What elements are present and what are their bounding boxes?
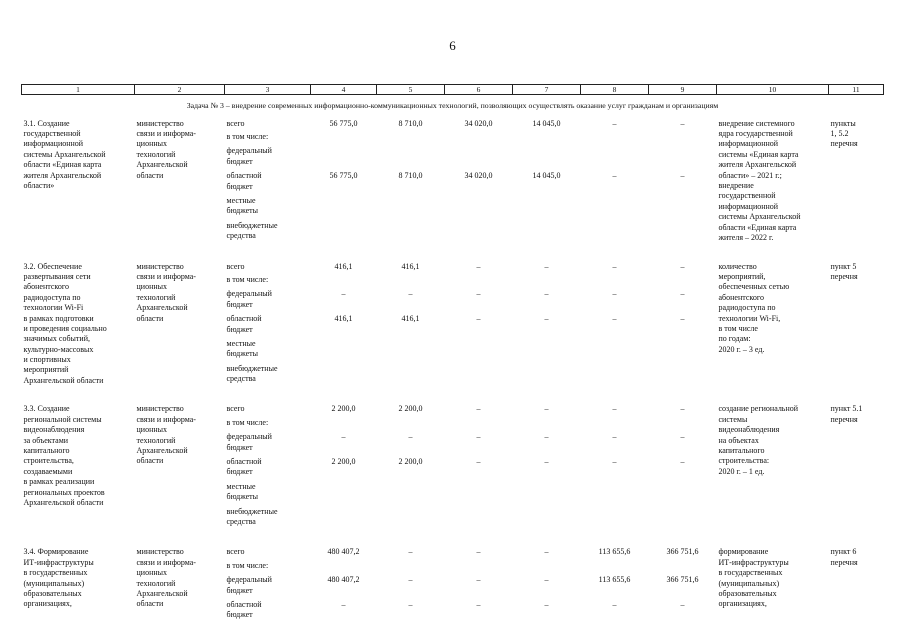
amount-federal — [583, 146, 647, 156]
source-total: всего — [226, 547, 245, 557]
source-federal: бюджет — [226, 156, 253, 166]
amount-regional: 2 200,0 — [331, 457, 356, 467]
list-reference-line: пункт 5.1 — [830, 404, 863, 414]
source-extrabudget: средства — [226, 374, 256, 384]
executor-line: ционных — [136, 282, 167, 292]
amount-col-6 — [445, 262, 513, 389]
measure-name-line: системы Архангельской — [23, 149, 106, 159]
source-extrabudget: средства — [226, 231, 256, 241]
measure-name-line: организациях, — [23, 599, 72, 609]
amount-federal: – — [476, 575, 481, 585]
source-federal: бюджет — [226, 585, 253, 595]
expected-result — [717, 262, 829, 389]
page-number: 6 — [449, 38, 456, 53]
expected-result-line: технологии Wi-Fi, — [718, 313, 781, 323]
source-federal: бюджет — [226, 442, 253, 452]
amount-col-7 — [513, 119, 581, 246]
amount-regional: – — [612, 457, 617, 467]
column-number-1: 1 — [22, 85, 135, 95]
expected-result-line: государственной — [718, 191, 776, 201]
amount-col-8 — [581, 547, 649, 624]
amount-regional: 416,1 — [401, 314, 420, 324]
executor-line: ционных — [136, 139, 167, 149]
amount-regional: 2 200,0 — [398, 457, 423, 467]
amount-federal — [651, 146, 715, 156]
amount-col-9 — [649, 547, 717, 624]
expected-result — [717, 404, 829, 531]
measure-name — [22, 547, 135, 624]
expected-result-line: формирование — [718, 547, 769, 557]
amount-col-5 — [377, 262, 445, 389]
amount-total: 56 775,0 — [329, 118, 358, 128]
amount-col-4 — [311, 547, 377, 624]
measure-name-line: Архангельской области — [23, 375, 104, 385]
amount-regional: – — [476, 599, 481, 609]
amount-total: 2 200,0 — [398, 404, 423, 414]
expected-result-line: обеспеченных сетью — [718, 282, 790, 292]
amount-col-9 — [649, 119, 717, 246]
list-reference-line: 1, 5.2 — [830, 129, 849, 139]
measure-name-line: образовательных — [23, 588, 82, 598]
expected-result-line: видеонаблюдения — [718, 425, 780, 435]
expected-result-line: информационной — [718, 139, 779, 149]
measure-name-line: Архангельской области — [23, 497, 104, 507]
measure-name-line: 3.2. Обеспечение — [23, 261, 82, 271]
amount-regional: 416,1 — [334, 314, 353, 324]
amount-federal — [447, 146, 511, 156]
executor-line: технологий — [136, 149, 176, 159]
executor-line: области — [136, 313, 164, 323]
funding-source — [225, 119, 311, 246]
measure-name-line: жителя Архангельской — [23, 170, 102, 180]
executor-line: связи и информа- — [136, 271, 196, 281]
table-row — [22, 262, 884, 389]
expected-result-line: жителя – 2022 г. — [718, 232, 774, 242]
measure-name — [22, 262, 135, 389]
task-row — [22, 95, 884, 119]
amount-federal: 113 655,6 — [598, 575, 631, 585]
amount-federal: – — [408, 432, 413, 442]
measure-name-line: информационной — [23, 139, 84, 149]
list-reference-line: перечня — [830, 271, 858, 281]
amount-total: 416,1 — [401, 261, 420, 271]
column-number-7: 7 — [513, 85, 581, 95]
expected-result-line: радиодоступа по — [718, 303, 776, 313]
column-number-6: 6 — [445, 85, 513, 95]
amount-regional: – — [612, 599, 617, 609]
amount-total: – — [476, 261, 481, 271]
amount-total: 480 407,2 — [327, 547, 360, 557]
amount-regional: – — [544, 457, 549, 467]
measure-name-line: в рамках реализации — [23, 477, 95, 487]
list-reference — [829, 262, 884, 389]
amount-regional: – — [341, 599, 346, 609]
column-number-row — [22, 85, 884, 95]
amount-regional: – — [680, 314, 685, 324]
amount-total: – — [408, 547, 413, 557]
amount-total: – — [680, 404, 685, 414]
expected-result-line: по годам: — [718, 334, 751, 344]
amount-regional: 8 710,0 — [398, 171, 423, 181]
source-regional: областной — [226, 599, 262, 609]
expected-result — [717, 119, 829, 246]
amount-total: – — [680, 118, 685, 128]
executor-line: связи и информа- — [136, 129, 196, 139]
measure-name-line: 3.4. Формирование — [23, 547, 89, 557]
expected-result-line: системы Архангельской — [718, 212, 801, 222]
list-reference — [829, 547, 884, 624]
amount-federal: 366 751,6 — [666, 575, 699, 585]
amount-total: 416,1 — [334, 261, 353, 271]
list-reference-line: пункт 5 — [830, 261, 857, 271]
amount-col-4 — [311, 119, 377, 246]
source-regional: бюджет — [226, 467, 253, 477]
executor-line: области — [136, 599, 164, 609]
measure-name-line: 3.1. Создание — [23, 118, 70, 128]
executor-line: технологий — [136, 578, 176, 588]
amount-federal: – — [476, 289, 481, 299]
source-local: бюджеты — [226, 349, 259, 359]
expected-result-line: системы — [718, 414, 748, 424]
measure-name-line: капитального — [23, 446, 70, 456]
executor-line: министерство — [136, 404, 184, 414]
amount-total: 2 200,0 — [331, 404, 356, 414]
measure-name-line: области» — [23, 181, 55, 190]
amount-federal: – — [680, 432, 685, 442]
measure-name-line: 3.3. Создание — [23, 404, 70, 414]
expected-result-line: области» – 2021 г.; — [718, 170, 782, 180]
amount-regional: – — [680, 599, 685, 609]
amount-col-9 — [649, 262, 717, 389]
amount-col-4 — [311, 404, 377, 531]
list-reference — [829, 119, 884, 246]
list-reference-line: пункт 6 — [830, 547, 857, 557]
amount-total: – — [680, 261, 685, 271]
executor-line: ционных — [136, 568, 167, 578]
amount-total: 366 751,6 — [666, 547, 699, 557]
executor-line: Архангельской — [136, 446, 188, 456]
source-extrabudget: внебюджетные — [226, 363, 278, 373]
executor-line: министерство — [136, 547, 184, 557]
amount-total: 113 655,6 — [598, 547, 631, 557]
amount-total: – — [544, 404, 549, 414]
executor — [135, 404, 225, 531]
measure-name-line: государственной — [23, 129, 81, 139]
list-reference — [829, 404, 884, 531]
amount-federal: – — [680, 289, 685, 299]
measure-name-line: в государственных — [23, 568, 88, 578]
funding-source — [225, 404, 311, 531]
amount-col-6 — [445, 404, 513, 531]
amount-col-7 — [513, 262, 581, 389]
amount-total: – — [476, 404, 481, 414]
amount-regional: – — [476, 314, 481, 324]
measure-name-line: абонентского — [23, 282, 69, 292]
amount-total: 8 710,0 — [398, 118, 423, 128]
measure-name-line: (муниципальных) — [23, 578, 85, 588]
expected-result-line: внедрение системного — [718, 118, 795, 128]
expected-result-line: мероприятий, — [718, 271, 766, 281]
measure-name-line: культурно-массовых — [23, 344, 94, 354]
amount-col-5 — [377, 119, 445, 246]
executor-line: связи и информа- — [136, 414, 196, 424]
source-local: местные — [226, 196, 256, 205]
expected-result-line: (муниципальных) — [718, 578, 780, 588]
column-number-2: 2 — [135, 85, 225, 95]
measure-name-line: и спортивных — [23, 355, 71, 365]
expected-result-line: абонентского — [718, 292, 764, 302]
funding-source — [225, 547, 311, 624]
source-federal: федеральный — [226, 575, 272, 585]
source-total: всего — [226, 261, 245, 271]
amount-federal: – — [544, 575, 549, 585]
expected-result-line: капитального — [718, 446, 765, 456]
measure-name-line: развертывания сети — [23, 271, 91, 281]
measure-name — [22, 119, 135, 246]
source-including: в том числе: — [226, 417, 269, 427]
amount-col-6 — [445, 547, 513, 624]
amount-federal — [515, 146, 579, 156]
expected-result-line: создание региональной — [718, 404, 799, 414]
executor-line: технологий — [136, 292, 176, 302]
table-row — [22, 547, 884, 624]
amount-col-9 — [649, 404, 717, 531]
expected-result-line: ядра государственной — [718, 129, 793, 139]
amount-col-5 — [377, 547, 445, 624]
amount-total: – — [612, 261, 617, 271]
amount-col-7 — [513, 404, 581, 531]
executor-line: области — [136, 456, 164, 466]
source-regional: областной — [226, 314, 262, 324]
measure-name-line: мероприятий — [23, 365, 69, 375]
expected-result-line: в том числе — [718, 323, 758, 333]
amount-total: – — [544, 261, 549, 271]
amount-federal: – — [408, 289, 413, 299]
measure-name-line: области «Единая карта — [23, 160, 102, 170]
amount-regional: – — [680, 457, 685, 467]
expected-result-line: на объектах — [718, 435, 759, 445]
table-row — [22, 404, 884, 531]
list-reference-line: перечня — [830, 139, 858, 149]
amount-federal — [313, 146, 375, 156]
program-table — [21, 84, 884, 625]
executor-line: ционных — [136, 425, 167, 435]
source-federal: федеральный — [226, 146, 272, 156]
source-local: бюджеты — [226, 206, 259, 216]
amount-regional: – — [408, 599, 413, 609]
source-regional: бюджет — [226, 324, 253, 334]
expected-result-line: информационной — [718, 201, 779, 211]
source-including: в том числе: — [226, 274, 269, 284]
amount-regional: – — [476, 457, 481, 467]
amount-federal: – — [544, 432, 549, 442]
measure-name-line: значимых событий, — [23, 334, 90, 344]
amount-col-8 — [581, 262, 649, 389]
amount-col-7 — [513, 547, 581, 624]
source-total: всего — [226, 404, 245, 414]
expected-result-line: строительства: — [718, 456, 770, 466]
executor-line: Архангельской — [136, 303, 188, 313]
source-extrabudget: внебюджетные — [226, 220, 278, 230]
expected-result-line: жителя Архангельской — [718, 160, 797, 170]
amount-total: – — [612, 404, 617, 414]
amount-col-5 — [377, 404, 445, 531]
source-local: бюджеты — [226, 492, 259, 502]
executor-line: связи и информа- — [136, 557, 196, 567]
measure-name-line: видеонаблюдения — [23, 425, 85, 435]
executor — [135, 119, 225, 246]
source-federal: федеральный — [226, 289, 272, 299]
list-reference-line: пункты — [830, 118, 856, 128]
executor-line: области — [136, 170, 164, 180]
measure-name-line: в рамках подготовки — [23, 313, 94, 323]
executor — [135, 547, 225, 624]
expected-result-line: области «Единая карта — [718, 222, 797, 232]
amount-federal: – — [341, 289, 346, 299]
amount-col-4 — [311, 262, 377, 389]
expected-result-line: ИТ-инфраструктуры — [718, 557, 789, 567]
source-regional: бюджет — [226, 610, 253, 620]
source-federal: федеральный — [226, 432, 272, 442]
expected-result-line: организациях, — [718, 599, 767, 609]
expected-result-line: в государственных — [718, 568, 783, 578]
amount-federal — [379, 146, 443, 156]
amount-total: – — [476, 547, 481, 557]
column-number-10: 10 — [717, 85, 829, 95]
source-regional: областной — [226, 171, 262, 181]
list-reference-line: перечня — [830, 557, 858, 567]
column-number-3: 3 — [225, 85, 311, 95]
amount-col-8 — [581, 119, 649, 246]
amount-col-6 — [445, 119, 513, 246]
measure-name-line: региональной системы — [23, 414, 102, 424]
amount-regional: 56 775,0 — [329, 171, 358, 181]
amount-federal: – — [612, 432, 617, 442]
column-number-9: 9 — [649, 85, 717, 95]
source-extrabudget: средства — [226, 516, 256, 526]
measure-name-line: за объектами — [23, 435, 69, 445]
executor-line: Архангельской — [136, 588, 188, 598]
source-local: местные — [226, 481, 256, 491]
executor — [135, 262, 225, 389]
source-extrabudget: внебюджетные — [226, 506, 278, 516]
amount-federal: – — [544, 289, 549, 299]
expected-result-line: внедрение — [718, 181, 754, 190]
expected-result-line: системы «Единая карта — [718, 149, 799, 159]
amount-federal: – — [341, 432, 346, 442]
amount-regional: – — [544, 314, 549, 324]
source-including: в том числе: — [226, 132, 269, 142]
amount-total: – — [544, 547, 549, 557]
measure-name-line: создаваемыми — [23, 466, 73, 476]
amount-federal: – — [612, 289, 617, 299]
amount-federal: – — [476, 432, 481, 442]
expected-result-line: образовательных — [718, 588, 777, 598]
source-federal: бюджет — [226, 299, 253, 309]
funding-source — [225, 262, 311, 389]
amount-regional: 34 020,0 — [464, 171, 493, 181]
table-row — [22, 119, 884, 246]
measure-name — [22, 404, 135, 531]
measure-name-line: региональных проектов — [23, 487, 105, 497]
source-including: в том числе: — [226, 560, 269, 570]
executor-line: Архангельской — [136, 160, 188, 170]
amount-total: 34 020,0 — [464, 118, 493, 128]
measure-name-line: и проведения социально — [23, 323, 107, 333]
executor-line: технологий — [136, 435, 176, 445]
amount-regional: – — [680, 171, 685, 181]
measure-name-line: технологии Wi-Fi — [23, 303, 84, 313]
expected-result-line: количество — [718, 261, 757, 271]
source-local: местные — [226, 338, 256, 348]
amount-total: 14 045,0 — [532, 118, 561, 128]
column-number-11: 11 — [829, 85, 884, 95]
source-regional: бюджет — [226, 181, 253, 191]
measure-name-line: ИТ-инфраструктуры — [23, 557, 94, 567]
list-reference-line: перечня — [830, 414, 858, 424]
amount-total: – — [612, 118, 617, 128]
amount-regional: – — [612, 171, 617, 181]
amount-federal: – — [408, 575, 413, 585]
task-title: Задача № 3 – внедрение современных информационно-коммуникационных технологий, позволяющих осуществлять оказание услуг гражданам и организациям — [186, 101, 719, 110]
expected-result — [717, 547, 829, 624]
expected-result-line: 2020 г. – 3 ед. — [718, 344, 765, 354]
amount-col-8 — [581, 404, 649, 531]
amount-regional: – — [612, 314, 617, 324]
column-number-4: 4 — [311, 85, 377, 95]
executor-line: министерство — [136, 261, 184, 271]
measure-name-line: строительства, — [23, 456, 74, 466]
source-total: всего — [226, 118, 245, 128]
measure-name-line: радиодоступа по — [23, 292, 81, 302]
amount-regional: – — [544, 599, 549, 609]
column-number-5: 5 — [377, 85, 445, 95]
expected-result-line: 2020 г. – 1 ед. — [718, 466, 765, 476]
amount-federal: 480 407,2 — [327, 575, 360, 585]
column-number-8: 8 — [581, 85, 649, 95]
source-regional: областной — [226, 457, 262, 467]
amount-regional: 14 045,0 — [532, 171, 561, 181]
executor-line: министерство — [136, 118, 184, 128]
